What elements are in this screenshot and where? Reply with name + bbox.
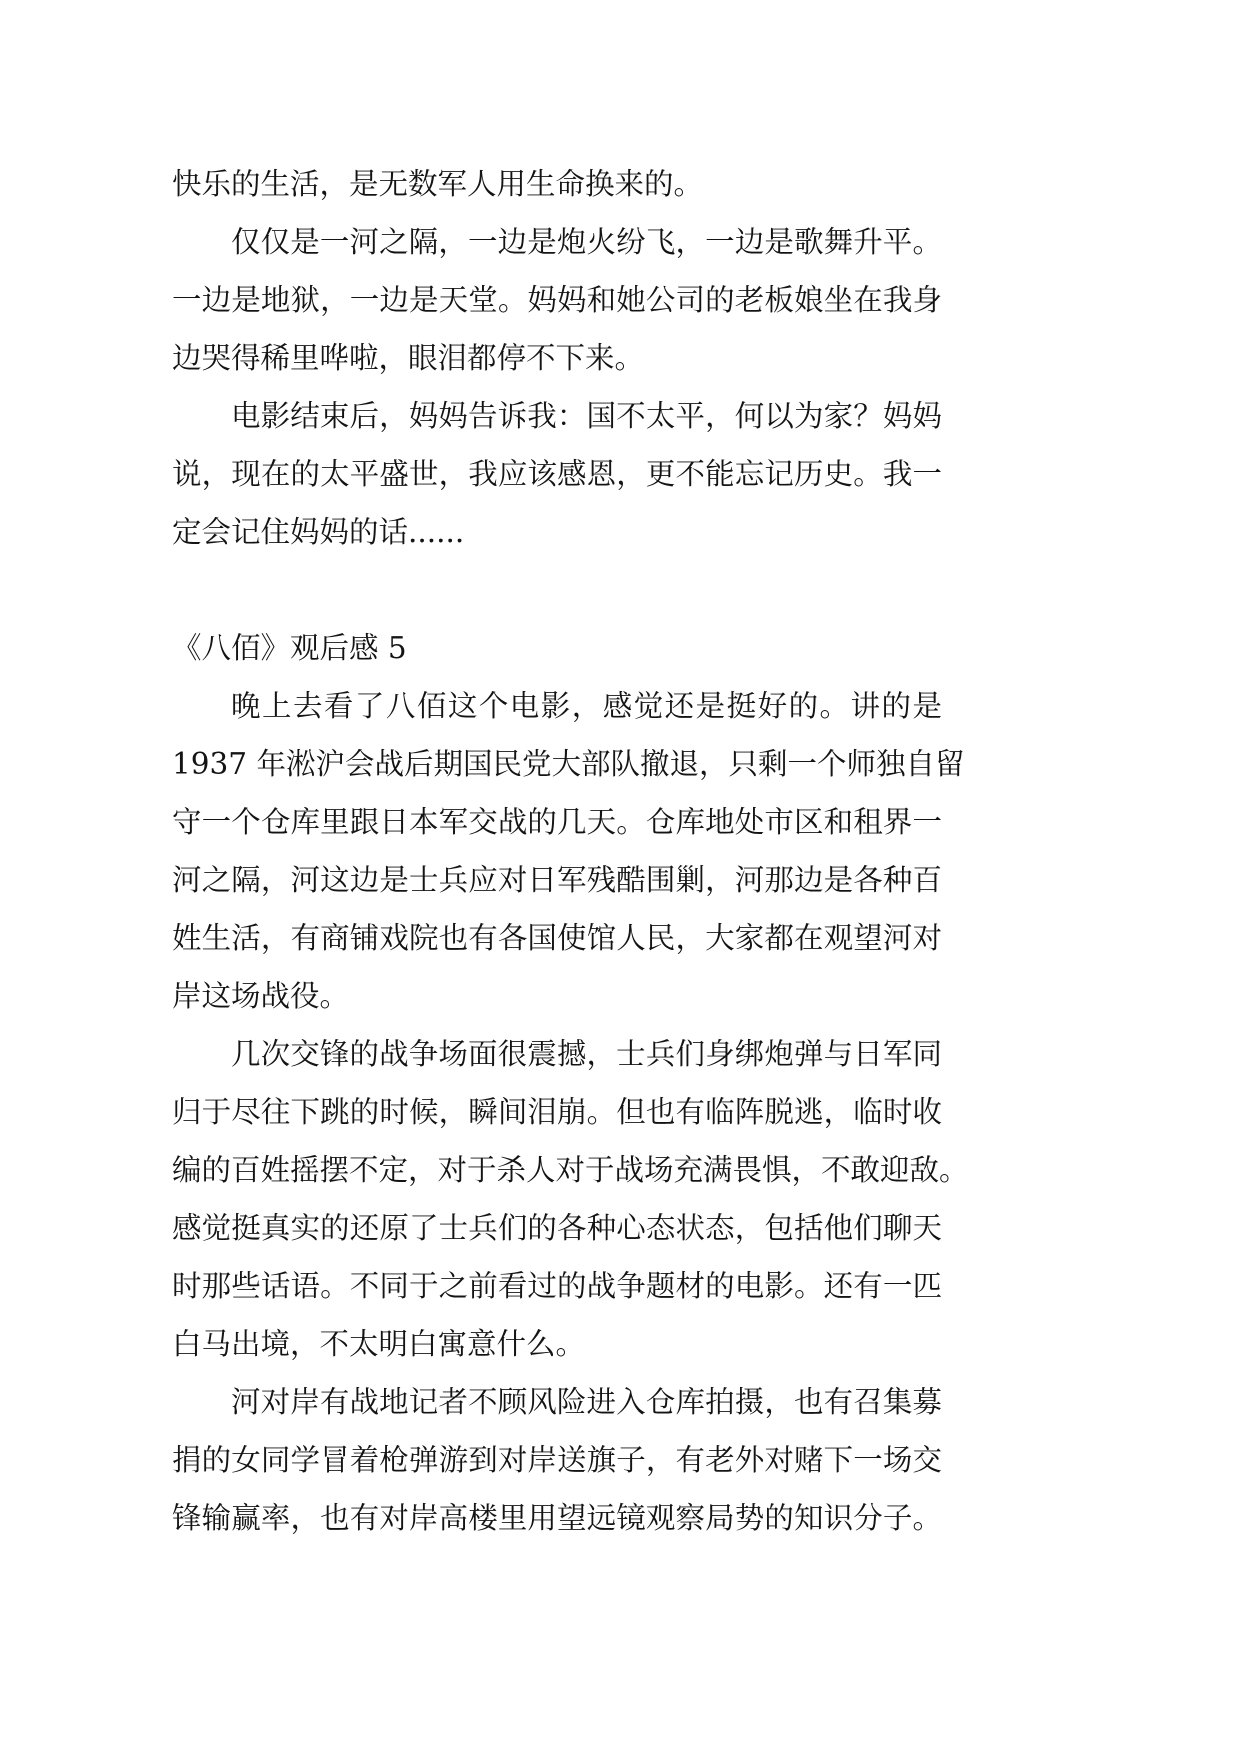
paragraph [172, 677, 965, 1025]
text-line: 时那些话语。不同于之前看过的战争题材的电影。还有一匹 [172, 1269, 942, 1303]
blank-line [172, 561, 942, 619]
text-line: 编的百姓摇摆不定，对于杀人对于战场充满畏惧，不敢迎敌。 [172, 1153, 969, 1187]
text-line: 边哭得稀里哗啦，眼泪都停不下来。 [172, 341, 645, 375]
text-line: 快乐的生活，是无数军人用生命换来的。 [172, 167, 704, 201]
paragraph [172, 213, 942, 387]
text-line: 岸这场战役。 [172, 979, 350, 1013]
text-line: 守一个仓库里跟日本军交战的几天。仓库地处市区和租界一 [172, 805, 942, 839]
text-line: 一边是地狱，一边是天堂。妈妈和她公司的老板娘坐在我身 [172, 283, 942, 317]
text-line: 仅仅是一河之隔，一边是炮火纷飞，一边是歌舞升平。 [231, 225, 942, 259]
text-line: 锋输赢率，也有对岸高楼里用望远镜观察局势的知识分子。 [172, 1501, 942, 1535]
paragraph [172, 155, 942, 213]
text-line: 几次交锋的战争场面很震撼，士兵们身绑炮弹与日军同 [231, 1037, 942, 1071]
text-line: 说，现在的太平盛世，我应该感恩，更不能忘记历史。我一 [172, 457, 942, 491]
section-heading: 《八佰》观后感 5 [172, 631, 407, 665]
text-line: 1937 年淞沪会战后期国民党大部队撤退，只剩一个师独自留 [172, 747, 965, 781]
text-line: 归于尽往下跳的时候，瞬间泪崩。但也有临阵脱逃，临时收 [172, 1095, 942, 1129]
text-line: 河对岸有战地记者不顾风险进入仓库拍摄，也有召集募 [231, 1385, 942, 1419]
text-line: 姓生活，有商铺戏院也有各国使馆人民，大家都在观望河对 [172, 921, 942, 955]
text-line: 河之隔，河这边是士兵应对日军残酷围剿，河那边是各种百 [172, 863, 942, 897]
text-line: 定会记住妈妈的话...... [172, 515, 465, 549]
text-line: 感觉挺真实的还原了士兵们的各种心态状态，包括他们聊天 [172, 1211, 942, 1245]
text-line: 捐的女同学冒着枪弹游到对岸送旗子，有老外对赌下一场交 [172, 1443, 942, 1477]
text-line: 晚上去看了八佰这个电影，感觉还是挺好的。讲的是 [231, 689, 942, 723]
document-body [172, 155, 969, 1547]
text-line: 白马出境，不太明白寓意什么。 [172, 1327, 586, 1361]
paragraph [172, 387, 942, 561]
paragraph [172, 1025, 969, 1373]
text-line: 电影结束后，妈妈告诉我：国不太平，何以为家？妈妈 [231, 399, 942, 433]
paragraph [172, 1373, 942, 1547]
